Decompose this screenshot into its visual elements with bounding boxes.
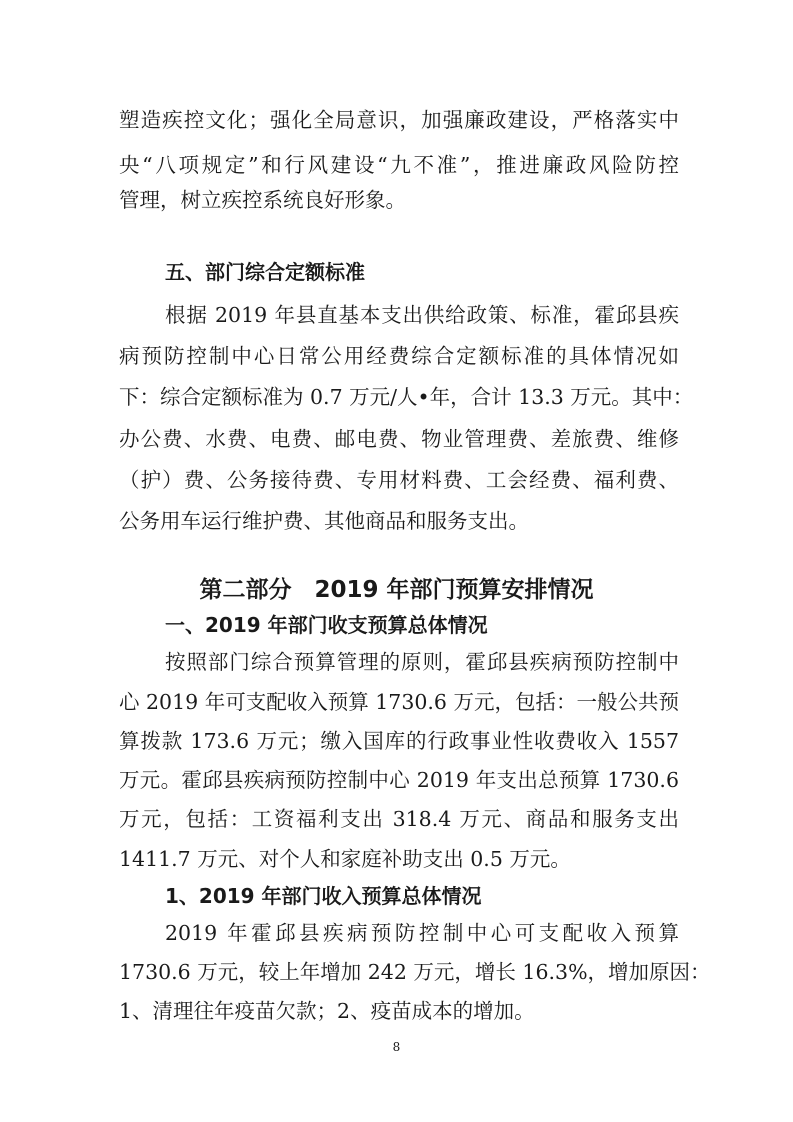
- subsection1-line-2: 1730.6 万元，较上年增加 242 万元，增长 16.3%，增加原因：: [119, 960, 711, 984]
- part-title: 第二部分 2019 年部门预算安排情况: [199, 577, 594, 603]
- intro-line-2: 央“八项规定”和行风建设“九不准”，推进廉政风险防控: [119, 153, 679, 177]
- section1-line-4: 万元。霍邱县疾病预防控制中心 2019 年支出总预算 1730.6: [119, 768, 679, 792]
- section5-line-6: 公务用车运行维护费、其他商品和服务支出。: [119, 509, 529, 533]
- section5-line-5: （护）费、公务接待费、专用材料费、工会经费、福利费、: [119, 468, 679, 492]
- subsection-heading-1: 1、2019 年部门收入预算总体情况: [165, 884, 482, 908]
- section1-line-2: 心 2019 年可支配收入预算 1730.6 万元，包括：一般公共预: [119, 690, 679, 714]
- subsection1-line-3: 1、清理往年疫苗欠款；2、疫苗成本的增加。: [119, 999, 535, 1023]
- section-heading-5: 五、部门综合定额标准: [165, 260, 365, 284]
- section1-line-1: 按照部门综合预算管理的原则，霍邱县疾病预防控制中: [165, 650, 679, 674]
- section5-line-2: 病预防控制中心日常公用经费综合定额标准的具体情况如: [119, 344, 679, 368]
- section1-line-3: 算拨款 173.6 万元；缴入国库的行政事业性收费收入 1557: [119, 729, 679, 753]
- section5-line-1: 根据 2019 年县直基本支出供给政策、标准，霍邱县疾: [165, 303, 679, 327]
- subsection1-line-1: 2019 年霍邱县疾病预防控制中心可支配收入预算: [165, 921, 679, 945]
- section1-line-5: 万元，包括：工资福利支出 318.4 万元、商品和服务支出: [119, 807, 679, 831]
- section-heading-1: 一、2019 年部门收支预算总体情况: [165, 613, 488, 637]
- section5-line-4: 办公费、水费、电费、邮电费、物业管理费、差旅费、维修: [119, 427, 679, 451]
- section1-line-6: 1411.7 万元、对个人和家庭补助支出 0.5 万元。: [119, 847, 571, 871]
- section5-line-3: 下：综合定额标准为 0.7 万元/人•年，合计 13.3 万元。其中：: [119, 385, 694, 409]
- page-number: 8: [392, 1040, 401, 1054]
- intro-line-3: 管理，树立疾控系统良好形象。: [119, 188, 406, 212]
- intro-line-1: 塑造疾控文化；强化全局意识，加强廉政建设，严格落实中: [119, 108, 679, 132]
